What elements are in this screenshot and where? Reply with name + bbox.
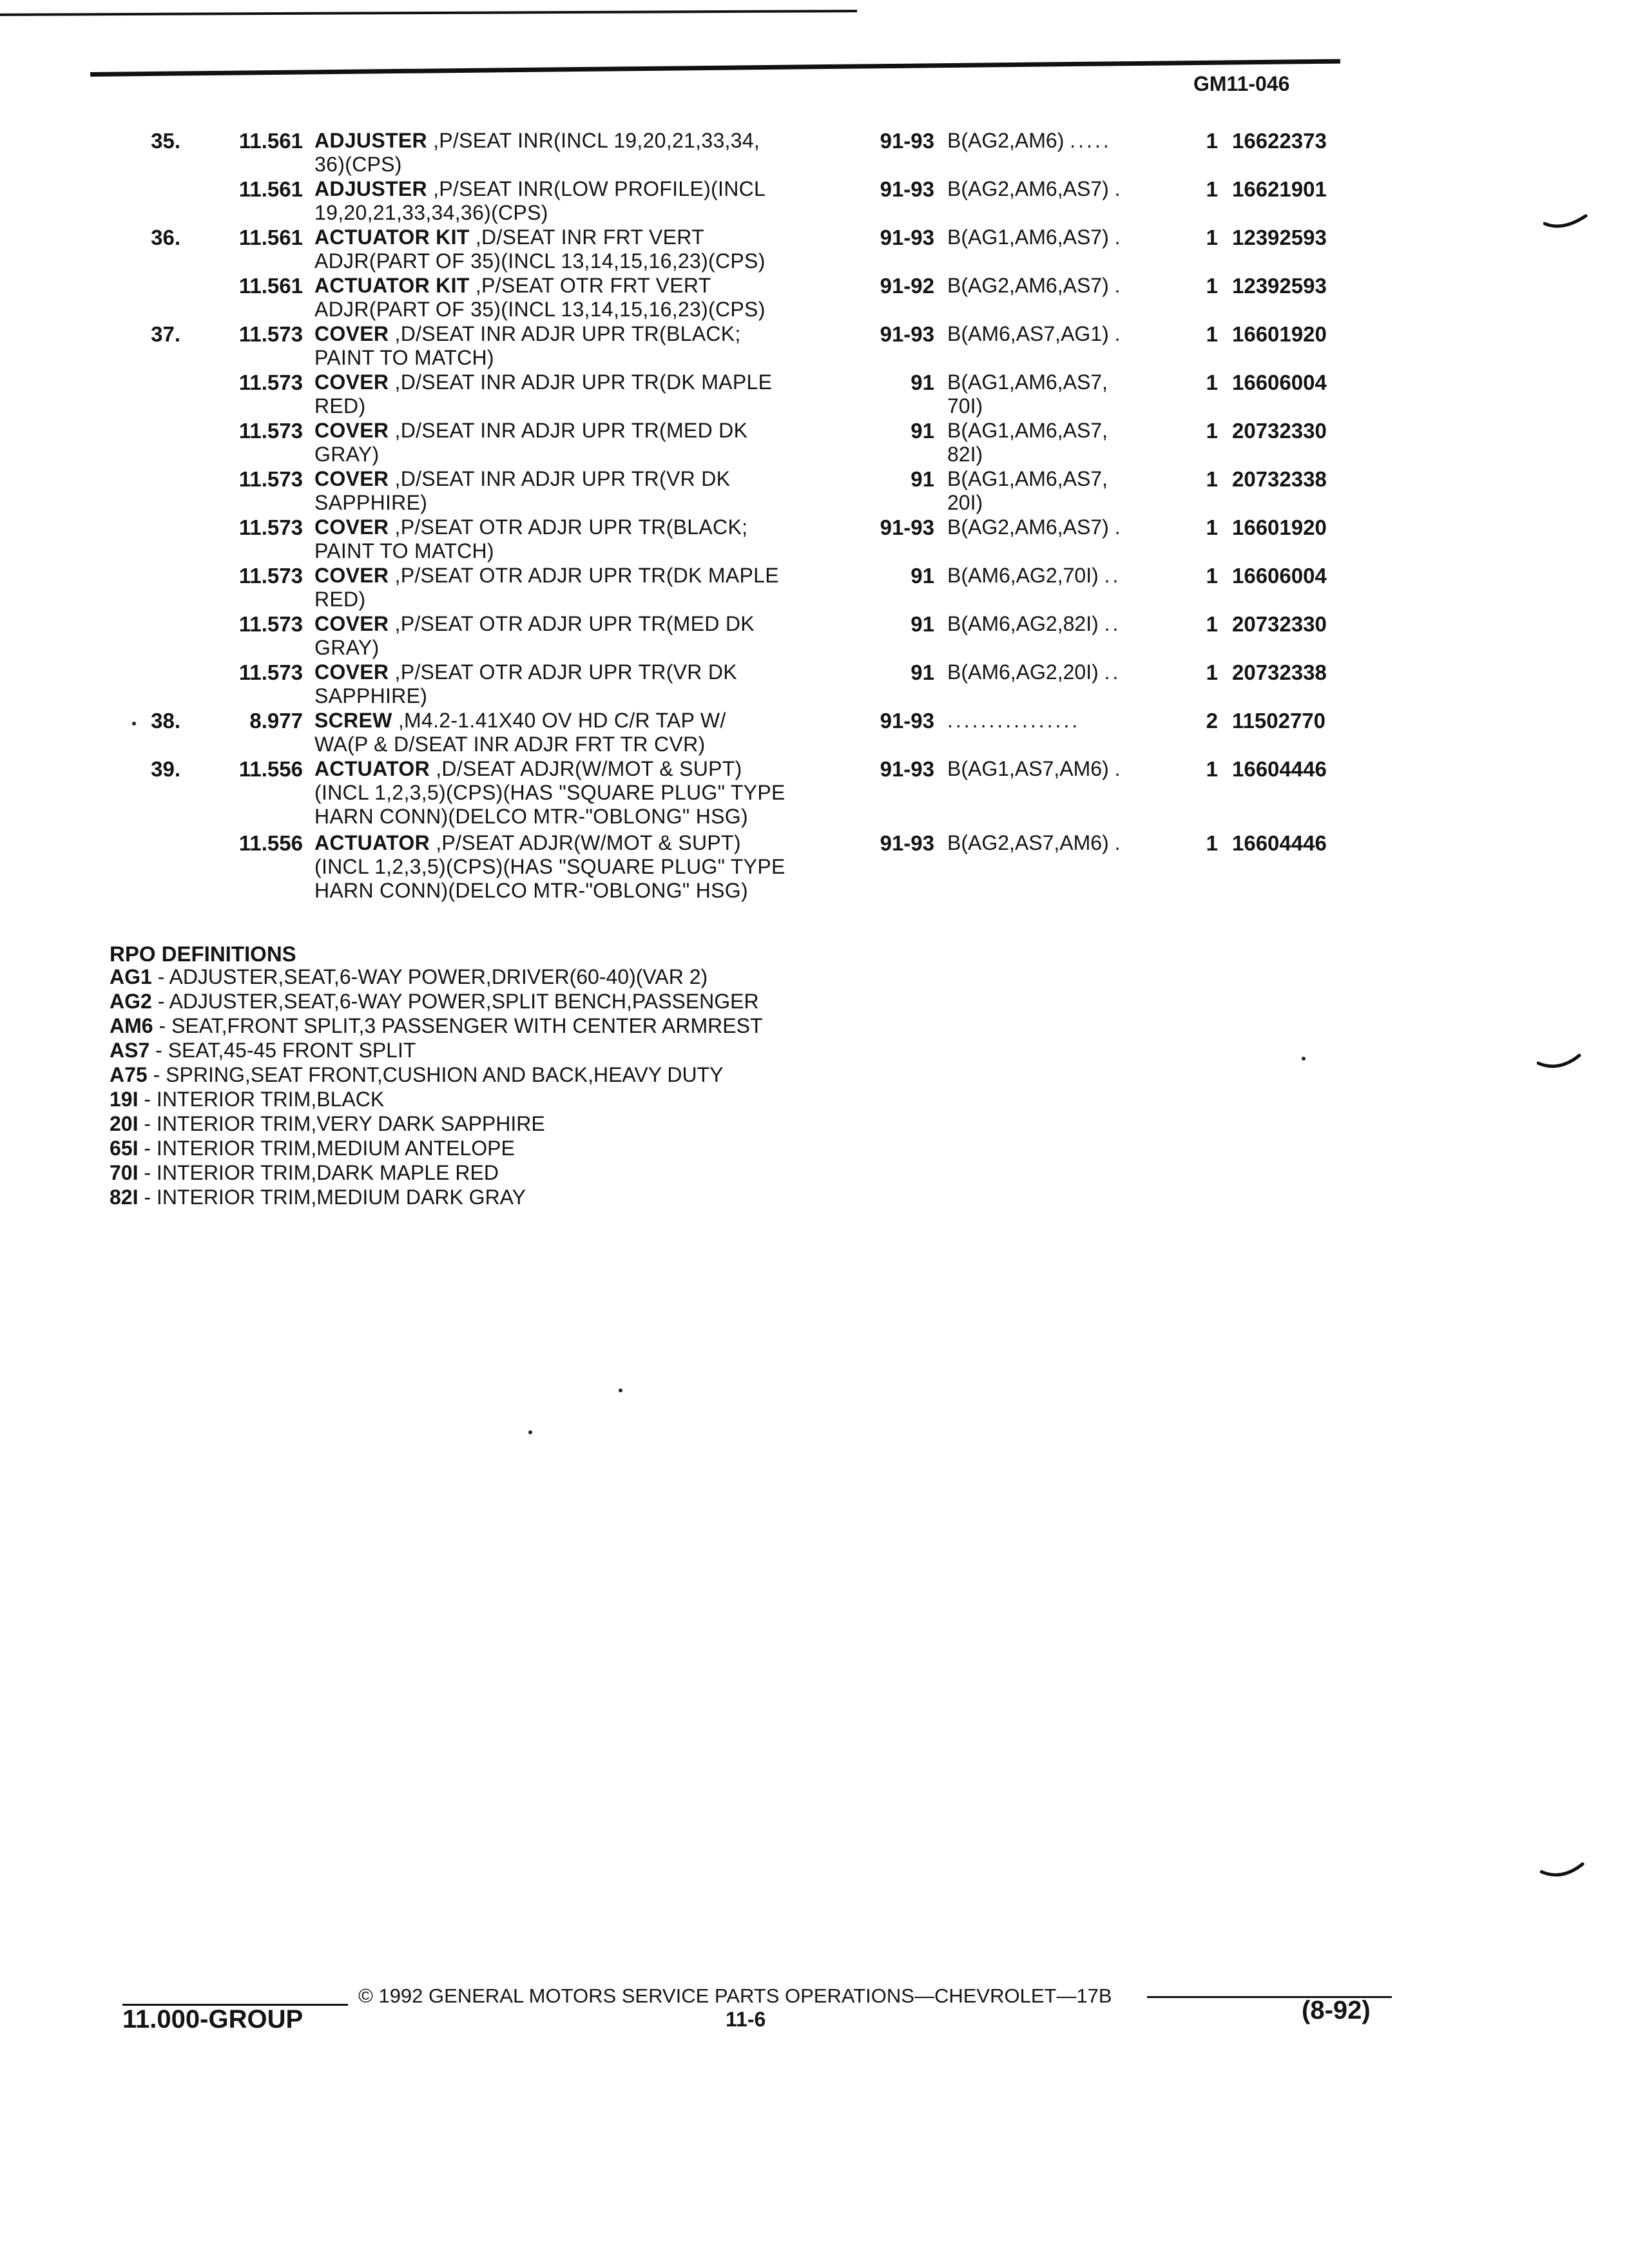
model-usage-line-2: 20I) (947, 491, 983, 514)
leader-dots: . (1114, 831, 1123, 854)
part-description (314, 467, 875, 515)
model-years: 91 (911, 660, 934, 684)
group-number: 11.561 (238, 129, 303, 153)
description-line-2: RED) (314, 588, 366, 611)
model-codes: B(AM6,AG2,70I) (947, 564, 1099, 587)
description-line-2: PAINT TO MATCH) (314, 539, 494, 562)
model-usage-line-1 (947, 515, 1192, 539)
model-codes: B(AG1,AM6,AS7) (947, 226, 1109, 249)
model-codes: B(AM6,AG2,20I) (947, 660, 1099, 684)
group-number: 11.573 (238, 515, 303, 539)
description-line-1 (314, 564, 875, 588)
model-usage (947, 757, 1192, 781)
model-usage (947, 612, 1192, 636)
group-number: 11.573 (238, 467, 303, 491)
model-usage-line-1 (947, 274, 1192, 298)
part-name: ACTUATOR (314, 831, 430, 854)
part-number: 11502770 (1232, 709, 1326, 733)
rpo-definitions-title: RPO DEFINITIONS (110, 942, 296, 966)
rpo-text: - ADJUSTER,SEAT,6-WAY POWER,DRIVER(60-40)(VAR 2) (151, 965, 708, 988)
top-edge-rule (0, 10, 857, 16)
description-text: ,M4.2-1.41X40 OV HD C/R TAP W/ (398, 709, 726, 732)
rpo-code: 65I (110, 1137, 139, 1160)
description-text: ,P/SEAT INR(LOW PROFILE)(INCL (433, 177, 766, 200)
model-usage-line-1 (947, 660, 1192, 684)
description-text: ,D/SEAT INR ADJR UPR TR(VR DK (394, 467, 731, 490)
quantity: 1 (1206, 757, 1218, 781)
description-line-2: 36)(CPS) (314, 153, 402, 176)
part-number: 20732330 (1232, 612, 1327, 636)
model-years: 91-93 (880, 757, 934, 781)
model-usage (947, 370, 1192, 418)
rpo-code: AG1 (110, 965, 152, 988)
part-name: ADJUSTER (314, 177, 427, 200)
footer-group-label: 11.000-GROUP (122, 2005, 304, 2033)
description-line-1 (314, 515, 875, 539)
description-line-1 (314, 709, 875, 733)
description-text: ,D/SEAT INR ADJR UPR TR(DK MAPLE (394, 370, 773, 394)
part-name: ACTUATOR KIT (314, 226, 470, 249)
part-number: 16606004 (1232, 370, 1327, 394)
model-years: 91-93 (880, 177, 934, 201)
model-usage-line-1 (947, 757, 1192, 781)
model-years: 91-92 (880, 274, 934, 298)
description-text: ,P/SEAT ADJR(W/MOT & SUPT) (436, 831, 741, 854)
description-line-2: (INCL 1,2,3,5)(CPS)(HAS "SQUARE PLUG" TYPE (314, 781, 786, 804)
part-description (314, 177, 875, 225)
rpo-code: AM6 (110, 1014, 153, 1037)
part-description (314, 274, 875, 322)
quantity: 1 (1206, 129, 1218, 153)
rpo-text: - INTERIOR TRIM,BLACK (138, 1088, 385, 1111)
model-usage-line-2: 70I) (947, 394, 983, 418)
model-usage-line-1 (947, 177, 1192, 201)
ref-number: 38. (151, 709, 180, 733)
description-line-1 (314, 322, 875, 346)
leader-dots: .. (1104, 660, 1121, 684)
description-line-2: SAPPHIRE) (314, 684, 428, 707)
part-description (314, 322, 875, 370)
rpo-entry (110, 1014, 762, 1038)
model-years: 91 (911, 467, 934, 491)
model-usage (947, 226, 1192, 249)
model-usage-line-2: 82I) (947, 443, 983, 466)
quantity: 1 (1206, 177, 1218, 201)
part-description (314, 515, 875, 563)
description-text: ,P/SEAT OTR ADJR UPR TR(BLACK; (394, 515, 748, 539)
model-years: 91 (911, 564, 934, 588)
part-number: 12392593 (1232, 274, 1327, 298)
scan-speck (619, 1389, 622, 1392)
model-codes: B(AG1,AS7,AM6) (947, 757, 1109, 780)
part-number: 20732330 (1232, 419, 1327, 443)
model-usage (947, 660, 1192, 684)
model-usage (947, 709, 1192, 733)
rpo-code: A75 (110, 1063, 148, 1086)
part-description (314, 709, 875, 756)
quantity: 1 (1206, 226, 1218, 249)
model-codes: B(AM6,AS7,AG1) (947, 322, 1109, 345)
model-years: 91-93 (880, 831, 934, 855)
model-usage (947, 831, 1192, 855)
model-years: 91-93 (880, 322, 934, 346)
quantity: 1 (1206, 274, 1218, 298)
description-line-3: HARN CONN)(DELCO MTR-"OBLONG" HSG) (314, 805, 748, 828)
description-line-1 (314, 274, 875, 298)
group-number: 11.561 (238, 226, 303, 249)
quantity: 1 (1206, 515, 1218, 539)
description-line-2: RED) (314, 394, 366, 418)
model-years: 91-93 (880, 226, 934, 249)
part-number: 16604446 (1232, 757, 1327, 781)
part-name: COVER (314, 419, 389, 442)
rpo-text: - INTERIOR TRIM,DARK MAPLE RED (138, 1161, 499, 1184)
model-codes: B(AG2,AM6,AS7) (947, 515, 1109, 539)
model-usage (947, 467, 1192, 515)
group-number: 11.573 (238, 660, 303, 684)
model-usage (947, 177, 1192, 201)
model-years: 91 (911, 612, 934, 636)
group-number: 11.573 (238, 564, 303, 588)
rpo-text: - SEAT,FRONT SPLIT,3 PASSENGER WITH CENTER ARMREST (153, 1014, 763, 1037)
check-mark-2 (1537, 1050, 1582, 1076)
rpo-text: - SPRING,SEAT FRONT,CUSHION AND BACK,HEAVY DUTY (147, 1063, 724, 1086)
quantity: 1 (1206, 467, 1218, 491)
part-description (314, 129, 875, 177)
description-text: ,P/SEAT OTR FRT VERT (475, 274, 711, 297)
rpo-text: - INTERIOR TRIM,MEDIUM ANTELOPE (138, 1137, 515, 1160)
rpo-code: 82I (110, 1186, 139, 1209)
part-name: COVER (314, 660, 389, 684)
model-years: 91-93 (880, 129, 934, 153)
group-number: 11.573 (238, 322, 303, 346)
part-description (314, 564, 875, 611)
description-line-1 (314, 129, 875, 153)
description-line-2: GRAY) (314, 443, 380, 466)
leader-dots: . (1114, 226, 1123, 249)
part-name: COVER (314, 564, 389, 587)
description-line-2: GRAY) (314, 636, 380, 659)
part-name: ADJUSTER (314, 129, 427, 152)
part-number: 20732338 (1232, 660, 1327, 684)
model-usage-line-1 (947, 129, 1192, 153)
ref-number: 37. (151, 322, 180, 346)
model-usage-line-1 (947, 226, 1192, 249)
model-usage (947, 274, 1192, 298)
part-name: ACTUATOR (314, 757, 430, 780)
quantity: 1 (1206, 419, 1218, 443)
part-number: 16601920 (1232, 322, 1327, 346)
description-line-1 (314, 612, 875, 636)
description-line-1 (314, 177, 875, 201)
leader-dots: . (1114, 177, 1123, 200)
rpo-entry (110, 965, 762, 989)
leader-dots: .. (1104, 612, 1121, 635)
rpo-entry (110, 1062, 762, 1087)
part-name: ACTUATOR KIT (314, 274, 470, 297)
description-text: ,P/SEAT OTR ADJR UPR TR(MED DK (394, 612, 755, 635)
description-line-2: PAINT TO MATCH) (314, 346, 494, 369)
rpo-definitions-list (110, 965, 762, 1209)
description-text: ,D/SEAT ADJR(W/MOT & SUPT) (436, 757, 742, 780)
leader-dots: . (1114, 322, 1123, 345)
description-line-2: SAPPHIRE) (314, 491, 428, 514)
footer-date-code: (8-92) (1302, 1996, 1371, 2024)
part-number: 16606004 (1232, 564, 1327, 588)
rpo-code: 70I (110, 1161, 139, 1184)
group-number: 11.561 (238, 274, 303, 298)
description-text: ,P/SEAT INR(INCL 19,20,21,33,34, (433, 129, 760, 152)
model-usage-line-1 (947, 322, 1192, 346)
description-line-2: WA(P & D/SEAT INR ADJR FRT TR CVR) (314, 733, 706, 756)
part-name: COVER (314, 370, 389, 394)
model-codes: B(AG1,AM6,AS7, (947, 467, 1108, 490)
model-usage-line-1 (947, 564, 1192, 588)
rpo-entry (110, 1038, 762, 1062)
part-number: 16621901 (1232, 177, 1327, 201)
document-code: GM11-046 (1193, 72, 1290, 95)
model-codes: B(AM6,AG2,82I) (947, 612, 1099, 635)
check-mark-3 (1540, 1859, 1585, 1885)
model-codes: B(AG1,AM6,AS7, (947, 370, 1108, 394)
rpo-entry (110, 1160, 762, 1185)
description-line-1 (314, 226, 875, 249)
part-description (314, 660, 875, 708)
quantity: 1 (1206, 612, 1218, 636)
model-years: 91 (911, 370, 934, 394)
part-description (314, 419, 875, 466)
model-usage (947, 419, 1192, 466)
model-codes: B(AG2,AM6,AS7) (947, 274, 1109, 297)
leader-dots: .. (1104, 564, 1121, 587)
part-name: COVER (314, 612, 389, 635)
group-number: 11.573 (238, 612, 303, 636)
check-mark-1 (1543, 209, 1588, 235)
group-number: 11.556 (238, 757, 303, 781)
rpo-code: 19I (110, 1088, 139, 1111)
model-usage-line-1 (947, 467, 1192, 491)
part-name: COVER (314, 467, 389, 490)
model-usage-line-1 (947, 419, 1192, 443)
group-number: 11.556 (238, 831, 303, 855)
part-name: COVER (314, 322, 389, 345)
group-number: 8.977 (249, 709, 303, 733)
model-years: 91-93 (880, 515, 934, 539)
part-number: 16604446 (1232, 831, 1327, 855)
leader-dots: ................ (947, 709, 1081, 732)
description-line-2: (INCL 1,2,3,5)(CPS)(HAS "SQUARE PLUG" TYPE (314, 855, 786, 878)
footer-copyright: © 1992 GENERAL MOTORS SERVICE PARTS OPERATIONS—CHEVROLET—17B (358, 1984, 1112, 2007)
footer-page-number: 11-6 (726, 2008, 766, 2031)
scan-speck (528, 1430, 532, 1434)
model-years: 91-93 (880, 709, 934, 733)
rpo-text: - INTERIOR TRIM,VERY DARK SAPPHIRE (138, 1112, 545, 1135)
group-number: 11.573 (238, 370, 303, 394)
description-line-1 (314, 419, 875, 443)
model-usage (947, 129, 1192, 153)
description-text: ,P/SEAT OTR ADJR UPR TR(DK MAPLE (394, 564, 779, 587)
quantity: 1 (1206, 660, 1218, 684)
rpo-text: - SEAT,45-45 FRONT SPLIT (149, 1039, 416, 1062)
group-number: 11.561 (238, 177, 303, 201)
model-codes: B(AG2,AM6,AS7) (947, 177, 1109, 200)
description-text: ,D/SEAT INR ADJR UPR TR(MED DK (394, 419, 748, 442)
part-name: SCREW (314, 709, 392, 732)
description-line-2: 19,20,21,33,34,36)(CPS) (314, 201, 548, 224)
group-number: 11.573 (238, 419, 303, 443)
part-number: 16622373 (1232, 129, 1327, 153)
description-line-2: ADJR(PART OF 35)(INCL 13,14,15,16,23)(CPS) (314, 298, 766, 321)
rpo-entry (110, 1111, 762, 1136)
model-codes: B(AG1,AM6,AS7, (947, 419, 1108, 442)
scan-speck (1302, 1057, 1306, 1061)
description-text: ,D/SEAT INR ADJR UPR TR(BLACK; (394, 322, 741, 345)
description-line-2: ADJR(PART OF 35)(INCL 13,14,15,16,23)(CPS) (314, 249, 766, 273)
leader-dots: . (1114, 515, 1123, 539)
header-rule (90, 59, 1340, 77)
rpo-text: - ADJUSTER,SEAT,6-WAY POWER,SPLIT BENCH,PASSENGER (151, 990, 759, 1013)
description-line-1 (314, 831, 875, 855)
rpo-entry (110, 1087, 762, 1111)
part-number: 16601920 (1232, 515, 1327, 539)
description-line-3: HARN CONN)(DELCO MTR-"OBLONG" HSG) (314, 879, 748, 902)
part-number: 12392593 (1232, 226, 1327, 249)
quantity: 1 (1206, 564, 1218, 588)
rpo-entry (110, 1136, 762, 1160)
part-number: 20732338 (1232, 467, 1327, 491)
rpo-entry (110, 1185, 762, 1209)
model-codes: B(AG2,AS7,AM6) (947, 831, 1109, 854)
part-description (314, 226, 875, 273)
description-line-1 (314, 467, 875, 491)
model-usage-line-1 (947, 709, 1192, 733)
part-description (314, 612, 875, 660)
quantity: 2 (1206, 709, 1218, 733)
leader-dots: ..... (1070, 129, 1112, 152)
scan-speck (132, 722, 136, 726)
part-description (314, 370, 875, 418)
part-name: COVER (314, 515, 389, 539)
model-usage (947, 515, 1192, 539)
model-usage (947, 564, 1192, 588)
quantity: 1 (1206, 370, 1218, 394)
part-description (314, 757, 875, 829)
leader-dots: . (1114, 757, 1123, 780)
model-codes: B(AG2,AM6) (947, 129, 1065, 152)
quantity: 1 (1206, 322, 1218, 346)
description-line-1 (314, 757, 875, 781)
description-text: ,P/SEAT OTR ADJR UPR TR(VR DK (394, 660, 737, 684)
description-line-1 (314, 370, 875, 394)
rpo-code: 20I (110, 1112, 139, 1135)
rpo-text: - INTERIOR TRIM,MEDIUM DARK GRAY (138, 1186, 526, 1209)
model-usage-line-1 (947, 612, 1192, 636)
ref-number: 39. (151, 757, 180, 781)
description-text: ,D/SEAT INR FRT VERT (475, 226, 704, 249)
ref-number: 36. (151, 226, 180, 249)
model-usage-line-1 (947, 831, 1192, 855)
description-line-1 (314, 660, 875, 684)
leader-dots: . (1114, 274, 1123, 297)
quantity: 1 (1206, 831, 1218, 855)
model-usage (947, 322, 1192, 346)
ref-number: 35. (151, 129, 180, 153)
rpo-code: AS7 (110, 1039, 150, 1062)
model-years: 91 (911, 419, 934, 443)
part-description (314, 831, 875, 903)
model-usage-line-1 (947, 370, 1192, 394)
rpo-code: AG2 (110, 990, 152, 1013)
rpo-entry (110, 989, 762, 1014)
